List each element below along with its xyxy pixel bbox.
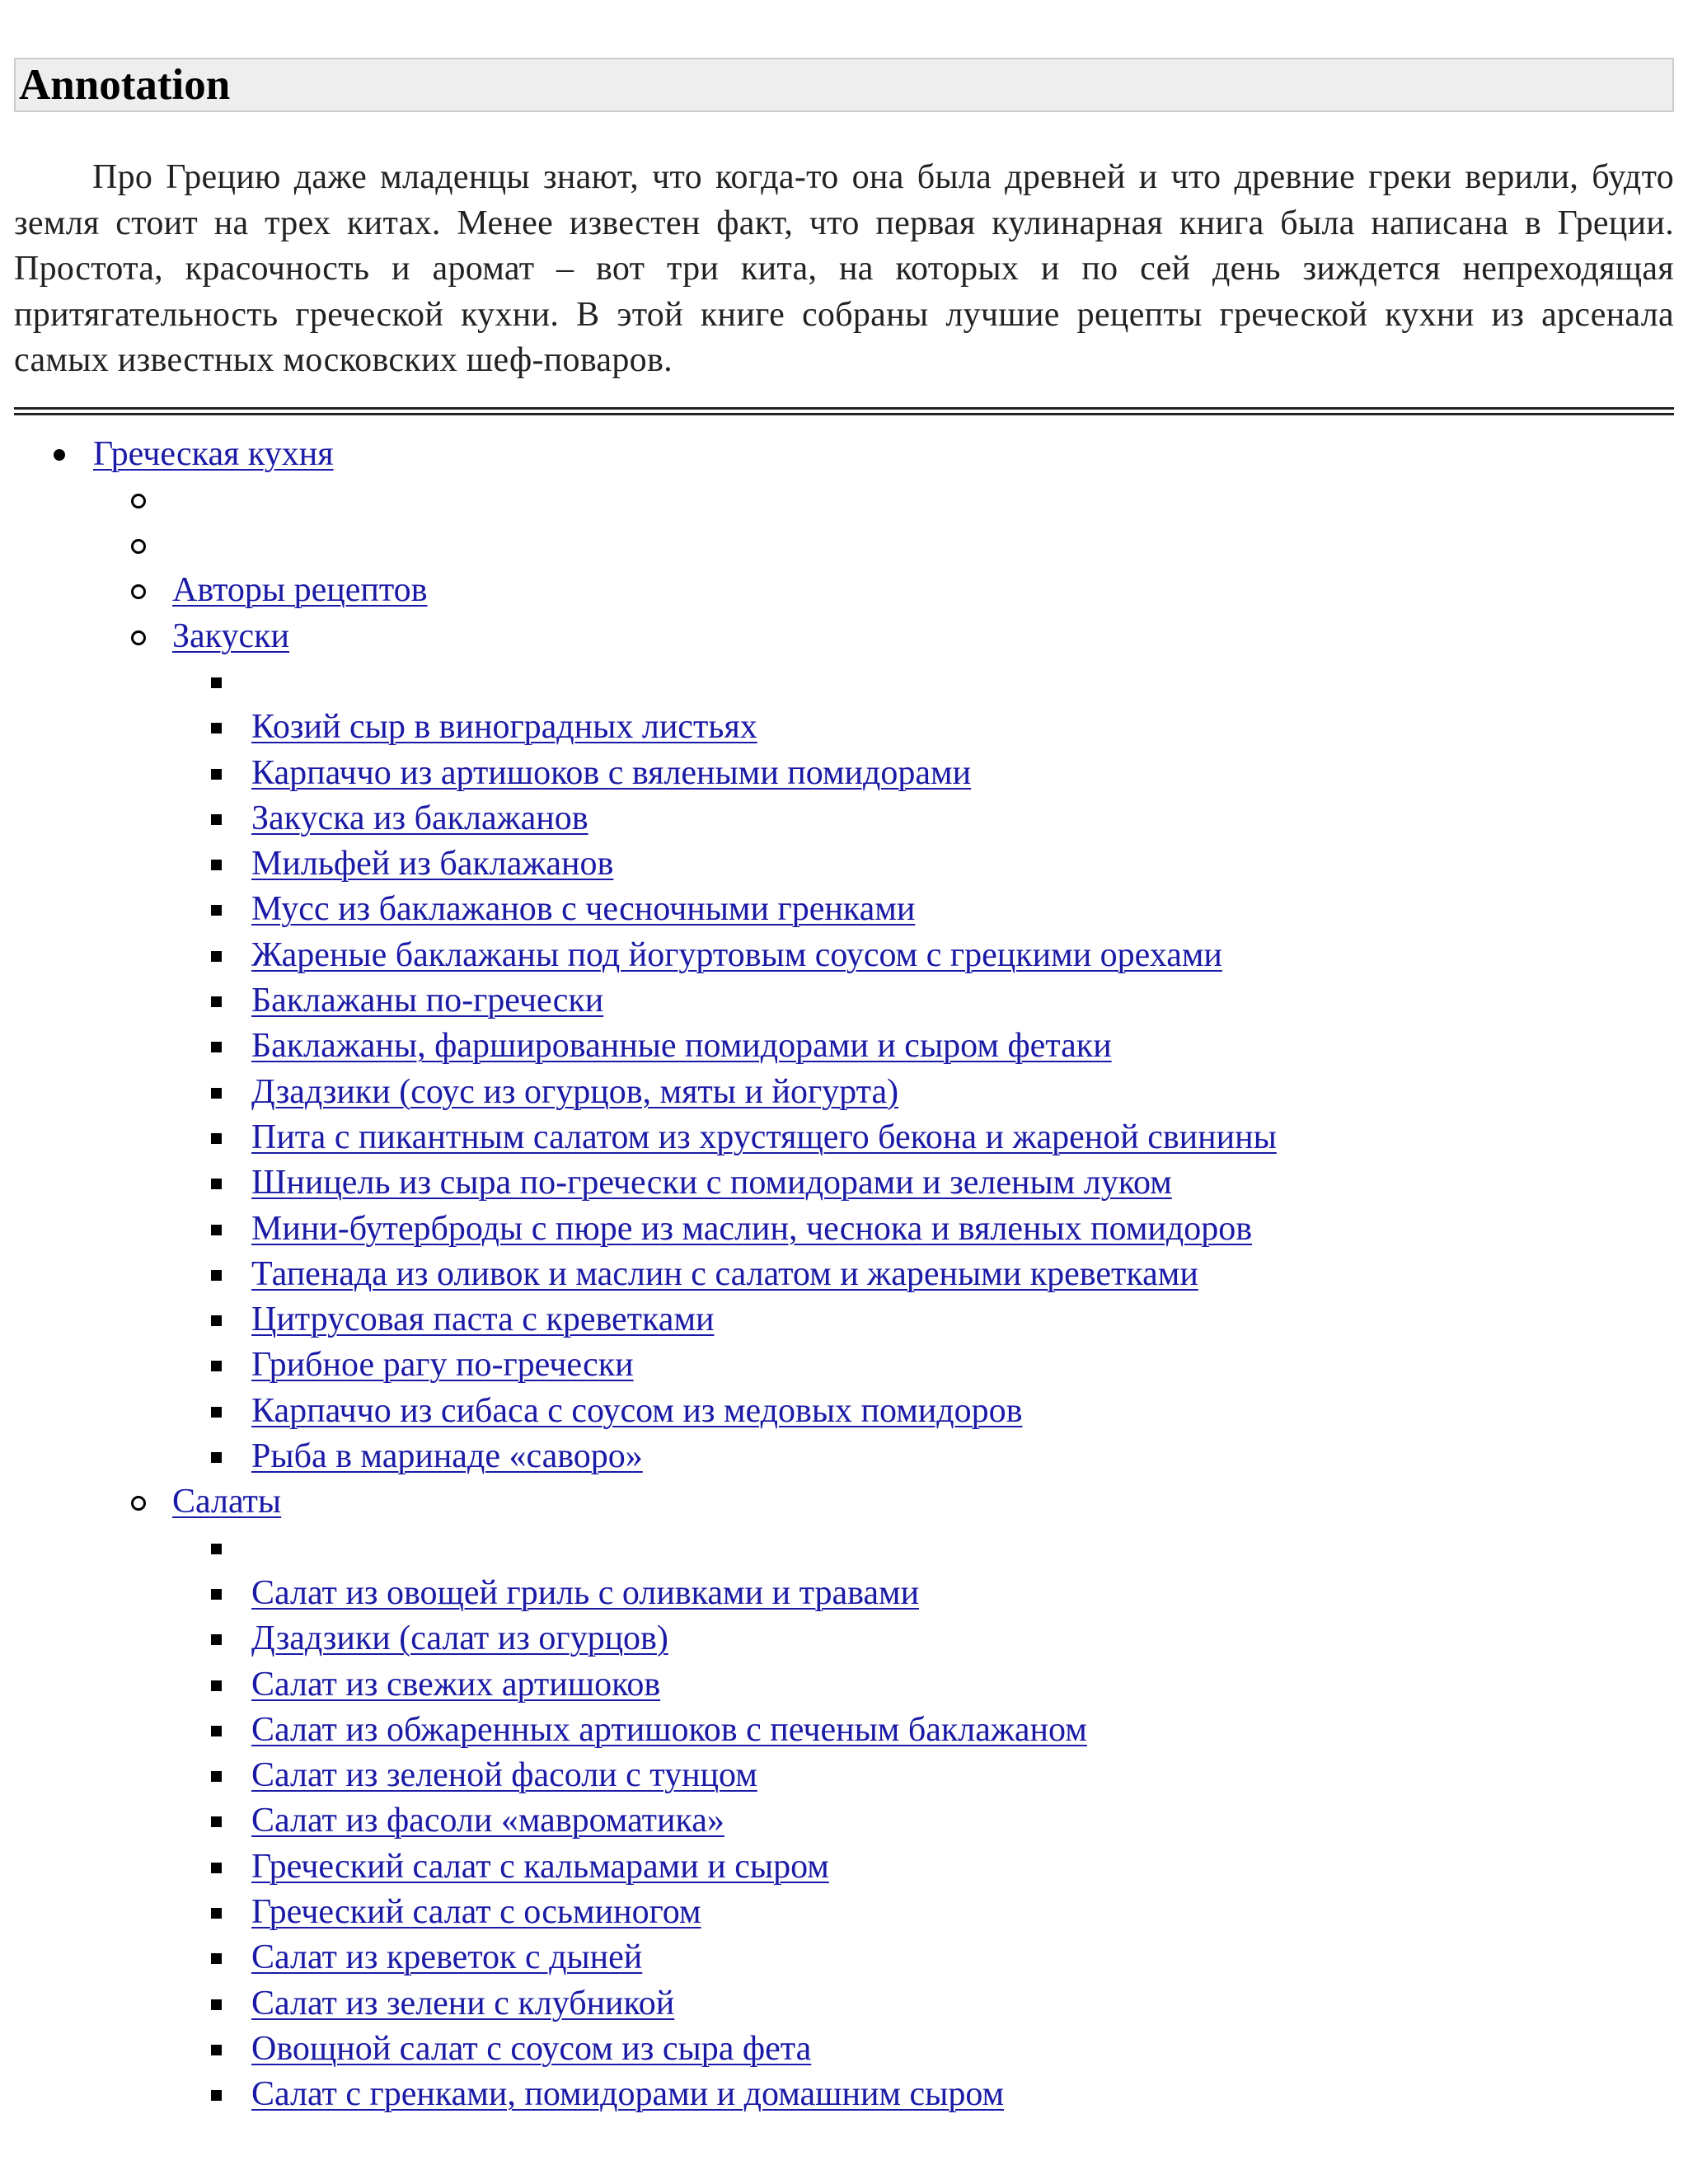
toc-recipe-link[interactable]: Грибное рагу по-гречески [251, 1346, 634, 1385]
toc-recipe-link[interactable]: Карпаччо из сибаса с соусом из медовых помидоров [251, 1391, 1023, 1430]
toc-recipe-item [172, 751, 1674, 796]
bullet-square [211, 860, 222, 870]
toc-recipe-link[interactable]: Салат с гренками, помидорами и домашним сыром [251, 2075, 1005, 2114]
toc-recipe-item [172, 1343, 1674, 1388]
bullet-square [211, 996, 222, 1007]
toc-link-book-title[interactable]: Греческая кухня [93, 434, 334, 473]
annotation-heading [14, 58, 1674, 112]
toc-recipe-link[interactable]: Салат из зеленой фасоли с тунцом [251, 1756, 757, 1795]
toc-recipe-item [172, 1070, 1674, 1115]
toc-link-section-appetizers[interactable]: Закуски [172, 616, 290, 655]
toc-section-salads [93, 1479, 1674, 2117]
toc-recipe-item [172, 1662, 1674, 1708]
toc-recipe-link[interactable]: Тапенада из оливок и маслин с салатом и жареными креветками [251, 1254, 1198, 1293]
toc-recipe-item [172, 1526, 1674, 1571]
toc-recipe-item [172, 1252, 1674, 1297]
bullet-square [211, 1544, 222, 1554]
bullet-square [211, 1953, 222, 1964]
annotation-paragraph: Про Грецию даже младенцы знают, что когда-то она была древней и что древние греки верили, будто земля стоит на трех китах. Менее известен факт, что первая кулинарная книга была написана в Греции. Простота, красочность и аромат – вот три кита, на которых и по сей день зиждется непреходящая притягательность греческой кухни. В этой книге собраны лучшие рецепты греческой кухни из арсенала самых известных московских шеф-поваров. [14, 158, 1674, 379]
toc-recipe-link[interactable]: Козий сыр в виноградных листьях [251, 708, 757, 747]
bullet-circle [131, 584, 146, 599]
bullet-square [211, 1452, 222, 1463]
table-of-contents [14, 432, 1674, 2118]
bullet-square [211, 1634, 222, 1645]
bullet-square [211, 1589, 222, 1600]
bullet-square [211, 1726, 222, 1736]
toc-recipe-link[interactable]: Шницель из сыра по-гречески с помидорами и зеленым луком [251, 1164, 1172, 1202]
toc-recipe-item [172, 1207, 1674, 1252]
toc-empty-item [93, 523, 1674, 568]
toc-level-1 [14, 432, 1674, 2118]
bullet-circle [131, 1496, 146, 1511]
bullet-square [211, 1908, 222, 1919]
toc-empty-item [93, 477, 1674, 523]
bullet-square [211, 1680, 222, 1691]
toc-recipe-item [172, 1297, 1674, 1343]
bullet-square [211, 1088, 222, 1099]
toc-recipe-item [172, 2072, 1674, 2117]
toc-recipe-item [172, 1115, 1674, 1160]
toc-level-2 [93, 477, 1674, 2118]
toc-recipe-link[interactable]: Салат из креветок с дыней [251, 1938, 643, 1977]
annotation-title: Annotation [19, 61, 231, 109]
toc-recipe-link[interactable]: Жареные баклажаны под йогуртовым соусом с грецкими орехами [251, 935, 1222, 974]
toc-recipe-item [172, 978, 1674, 1024]
toc-recipe-item [172, 1160, 1674, 1206]
toc-recipe-link[interactable]: Дзадзики (соус из огурцов, мяты и йогурта) [251, 1072, 899, 1111]
bullet-square [211, 1863, 222, 1873]
toc-recipe-item [172, 1024, 1674, 1069]
toc-link-authors[interactable]: Авторы рецептов [172, 571, 428, 610]
bullet-square [211, 951, 222, 962]
toc-recipe-link[interactable]: Пита с пикантным салатом из хрустящего бекона и жареной свинины [251, 1118, 1277, 1156]
toc-recipe-link[interactable]: Салат из обжаренных артишоков с печеным баклажаном [251, 1710, 1087, 1749]
toc-recipe-link[interactable]: Салат из зелени с клубникой [251, 1984, 675, 2022]
toc-recipe-item [172, 1753, 1674, 1798]
toc-recipe-link[interactable]: Греческий салат с осьминогом [251, 1893, 701, 1931]
toc-authors-item [93, 568, 1674, 613]
bullet-square [211, 1225, 222, 1235]
toc-recipe-item [172, 659, 1674, 705]
toc-recipe-item [172, 705, 1674, 750]
toc-recipe-link[interactable]: Мини-бутерброды с пюре из маслин, чеснока и вяленых помидоров [251, 1209, 1253, 1248]
toc-recipe-link[interactable]: Салат из свежих артишоков [251, 1665, 661, 1704]
toc-recipe-link[interactable]: Закуска из баклажанов [251, 799, 588, 837]
bullet-square [211, 1179, 222, 1189]
toc-link-section-salads[interactable]: Салаты [172, 1483, 282, 1521]
toc-recipe-item [172, 933, 1674, 978]
toc-recipe-link[interactable]: Салат из овощей гриль с оливками и травами [251, 1573, 920, 1612]
toc-recipe-item [172, 1571, 1674, 1616]
toc-section-appetizers [93, 614, 1674, 1480]
toc-recipe-item [172, 2027, 1674, 2072]
toc-recipe-item [172, 1890, 1674, 1935]
bullet-square [211, 1133, 222, 1144]
toc-recipe-item [172, 1844, 1674, 1890]
toc-recipe-item [172, 1798, 1674, 1844]
toc-recipe-link[interactable]: Овощной салат с соусом из сыра фета [251, 2029, 812, 2068]
toc-recipe-item [172, 1389, 1674, 1434]
toc-recipe-item [172, 1708, 1674, 1753]
toc-recipe-item [172, 1434, 1674, 1479]
toc-recipe-item [172, 796, 1674, 841]
toc-recipe-link[interactable]: Мусс из баклажанов с чесночными гренками [251, 890, 916, 929]
toc-recipe-item [172, 1935, 1674, 1980]
toc-recipe-item [172, 1981, 1674, 2027]
bullet-square [211, 1042, 222, 1052]
bullet-square [211, 769, 222, 780]
bullet-square [211, 1999, 222, 2010]
bullet-square [211, 1361, 222, 1371]
bullet-square [211, 2045, 222, 2055]
toc-recipe-link[interactable]: Дзадзики (салат из огурцов) [251, 1619, 668, 1658]
toc-level-3-salads [172, 1526, 1674, 2118]
bullet-square [211, 2090, 222, 2101]
bullet-disc [54, 449, 65, 461]
toc-level-3-appetizers [172, 659, 1674, 1479]
bullet-square [211, 1771, 222, 1782]
toc-recipe-item [172, 887, 1674, 932]
bullet-square [211, 1407, 222, 1418]
toc-recipe-link[interactable]: Греческий салат с кальмарами и сыром [251, 1847, 829, 1886]
bullet-square [211, 905, 222, 916]
toc-recipe-link[interactable]: Салат из фасоли «мавроматика» [251, 1802, 724, 1840]
bullet-circle [131, 494, 146, 509]
bullet-square [211, 1816, 222, 1827]
document-page [14, 58, 1674, 2117]
toc-recipe-link[interactable]: Цитрусовая паста с креветками [251, 1301, 715, 1339]
toc-book-item [14, 432, 1674, 2118]
bullet-square [211, 1270, 222, 1281]
bullet-circle [131, 539, 146, 554]
toc-recipe-link[interactable]: Карпаччо из артишоков с вялеными помидорами [251, 753, 972, 792]
bullet-circle [131, 630, 146, 645]
toc-recipe-link[interactable]: Рыба в маринаде «саворо» [251, 1437, 643, 1476]
bullet-square [211, 814, 222, 825]
bullet-square [211, 1315, 222, 1326]
bullet-square [211, 677, 222, 688]
bullet-square [211, 723, 222, 733]
toc-recipe-item [172, 841, 1674, 887]
toc-recipe-item [172, 1616, 1674, 1661]
toc-recipe-link[interactable]: Баклажаны по-гречески [251, 982, 604, 1020]
toc-recipe-link[interactable]: Мильфей из баклажанов [251, 845, 614, 883]
toc-recipe-link[interactable]: Баклажаны, фаршированные помидорами и сыром фетаки [251, 1027, 1112, 1066]
double-divider [14, 407, 1674, 415]
